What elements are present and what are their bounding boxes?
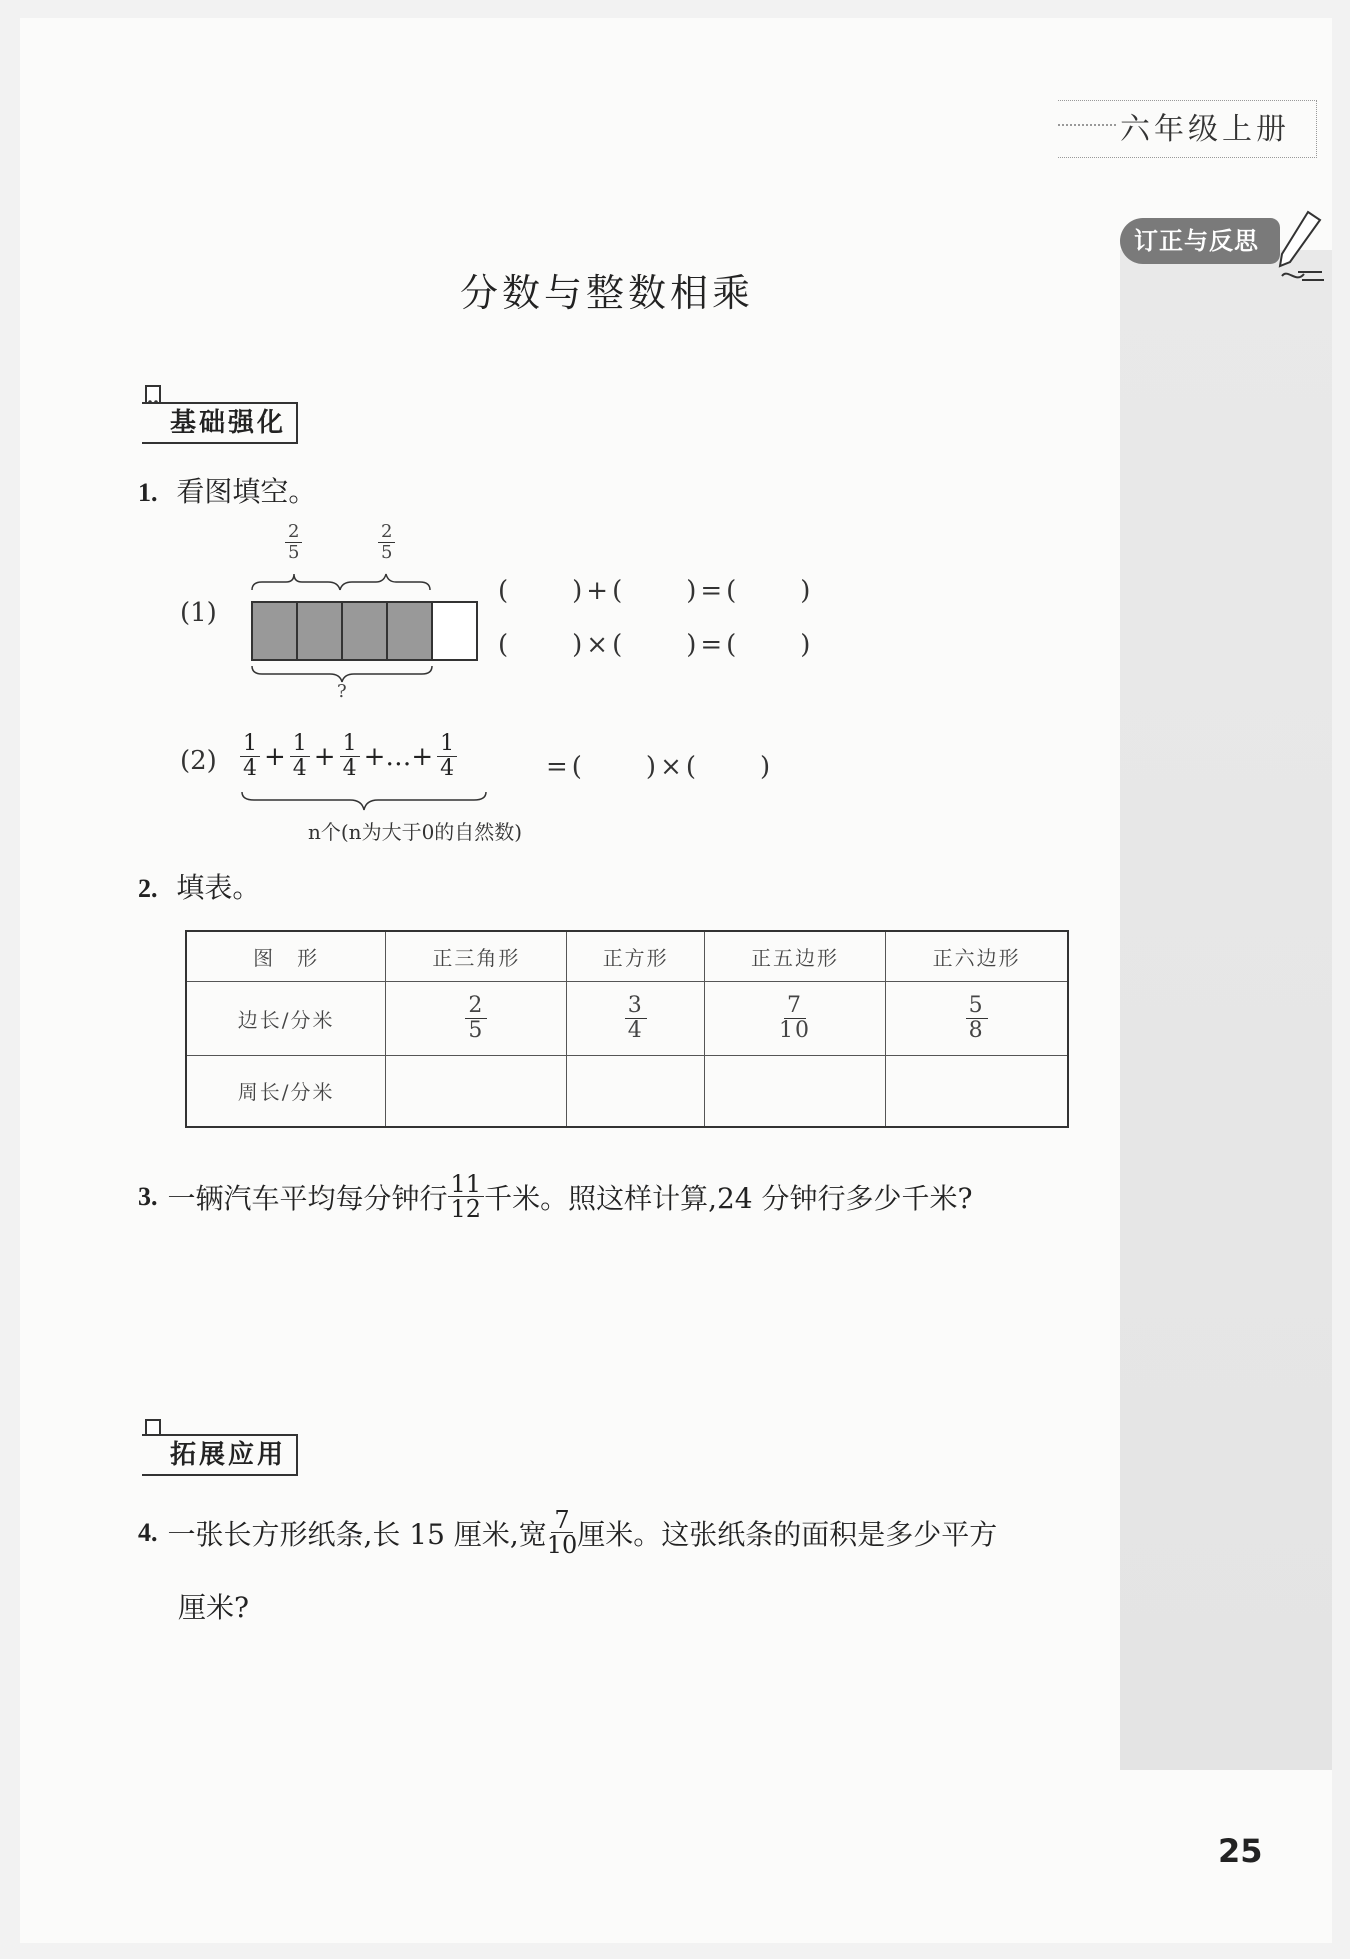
table-row-label: 边长/分米 bbox=[186, 981, 386, 1055]
table-answer-cell[interactable] bbox=[704, 1055, 885, 1127]
sum-fraction-3: $\frac{1}{4}$ bbox=[340, 732, 360, 781]
q1-part2-note: n个(n为大于0的自然数) bbox=[308, 820, 523, 844]
q4-line bbox=[138, 1508, 997, 1557]
q1-line bbox=[138, 470, 316, 510]
review-tag: 订正与反思 bbox=[1120, 218, 1280, 264]
section-basic: 基础强化 bbox=[142, 402, 298, 444]
pen-icon bbox=[1268, 206, 1328, 286]
q4-fraction: $\frac{7}{10}$ bbox=[546, 1506, 578, 1559]
q1-eq-addition: ( )+( )=( ) bbox=[498, 576, 815, 606]
table-answer-cell[interactable] bbox=[386, 1055, 567, 1127]
table-header-cell: 图 形 bbox=[186, 931, 386, 981]
table-row-label: 周长/分米 bbox=[186, 1055, 386, 1127]
grade-label: 六年级上册 bbox=[1120, 112, 1290, 147]
table-answer-cell[interactable] bbox=[567, 1055, 704, 1127]
table-header-cell: 正六边形 bbox=[886, 931, 1068, 981]
q4-number: 4. bbox=[138, 1517, 158, 1547]
sum-fraction-4: $\frac{1}{4}$ bbox=[437, 732, 457, 781]
q1-eq-multiplication: ( )×( )=( ) bbox=[498, 630, 815, 660]
q3-line bbox=[138, 1172, 973, 1221]
q1-number: 1. bbox=[138, 478, 158, 507]
q3-number: 3. bbox=[138, 1181, 158, 1211]
q2-text: 填表。 bbox=[176, 871, 261, 904]
q4-text-b: 厘米。这张纸条的面积是多少平方 bbox=[577, 1517, 998, 1551]
table-cell: $\frac{2}{5}$ bbox=[386, 981, 567, 1055]
page-title: 分数与整数相乘 bbox=[460, 271, 755, 315]
q1-sum-expression: $\frac{1}{4}$ + $\frac{1}{4}$ + $\frac{1}{4}$ +…+ $\frac{1}{4}$ bbox=[240, 732, 457, 781]
table-cell: $\frac{7}{10}$ bbox=[704, 981, 885, 1055]
top-fraction-1: $\frac{2}{5}$ bbox=[285, 522, 302, 563]
review-sidebar bbox=[1120, 250, 1332, 1770]
table-header-cell: 正方形 bbox=[567, 931, 704, 981]
table-cell: $\frac{5}{8}$ bbox=[886, 981, 1068, 1055]
q1-part2-label: (2) bbox=[180, 746, 217, 776]
table-row-perimeter bbox=[186, 1055, 1068, 1127]
q2-number: 2. bbox=[138, 874, 158, 903]
q4-text-a: 一张长方形纸条,长 15 厘米,宽 bbox=[167, 1517, 547, 1551]
q1-text: 看图填空。 bbox=[176, 475, 317, 508]
q3-text-b: 千米。照这样计算,24 分钟行多少千米? bbox=[484, 1181, 973, 1215]
q1-part1-label: (1) bbox=[180, 598, 217, 628]
bottom-question: ? bbox=[337, 681, 347, 702]
table-answer-cell[interactable] bbox=[886, 1055, 1068, 1127]
section-extended: 拓展应用 bbox=[142, 1434, 298, 1476]
fraction-bar-diagram bbox=[248, 570, 488, 710]
q4-text-c: 厘米? bbox=[178, 1591, 250, 1624]
sum-fraction-1: $\frac{1}{4}$ bbox=[240, 732, 260, 781]
q1-part2-rhs: =( )×( ) bbox=[546, 752, 775, 782]
table-row-side-length bbox=[186, 981, 1068, 1055]
table-header-cell: 正三角形 bbox=[386, 931, 567, 981]
top-fraction-2: $\frac{2}{5}$ bbox=[378, 522, 395, 563]
sum-fraction-2: $\frac{1}{4}$ bbox=[290, 732, 310, 781]
q2-line bbox=[138, 866, 260, 906]
page-number: 25 bbox=[1218, 1832, 1263, 1870]
table-header-row bbox=[186, 931, 1068, 981]
sum-brace bbox=[240, 790, 490, 814]
table-header-cell: 正五边形 bbox=[704, 931, 885, 981]
fill-table bbox=[185, 930, 1069, 1128]
table-cell: $\frac{3}{4}$ bbox=[567, 981, 704, 1055]
q3-text-a: 一辆汽车平均每分钟行 bbox=[167, 1181, 448, 1215]
q3-fraction: $\frac{11}{12}$ bbox=[448, 1172, 485, 1221]
